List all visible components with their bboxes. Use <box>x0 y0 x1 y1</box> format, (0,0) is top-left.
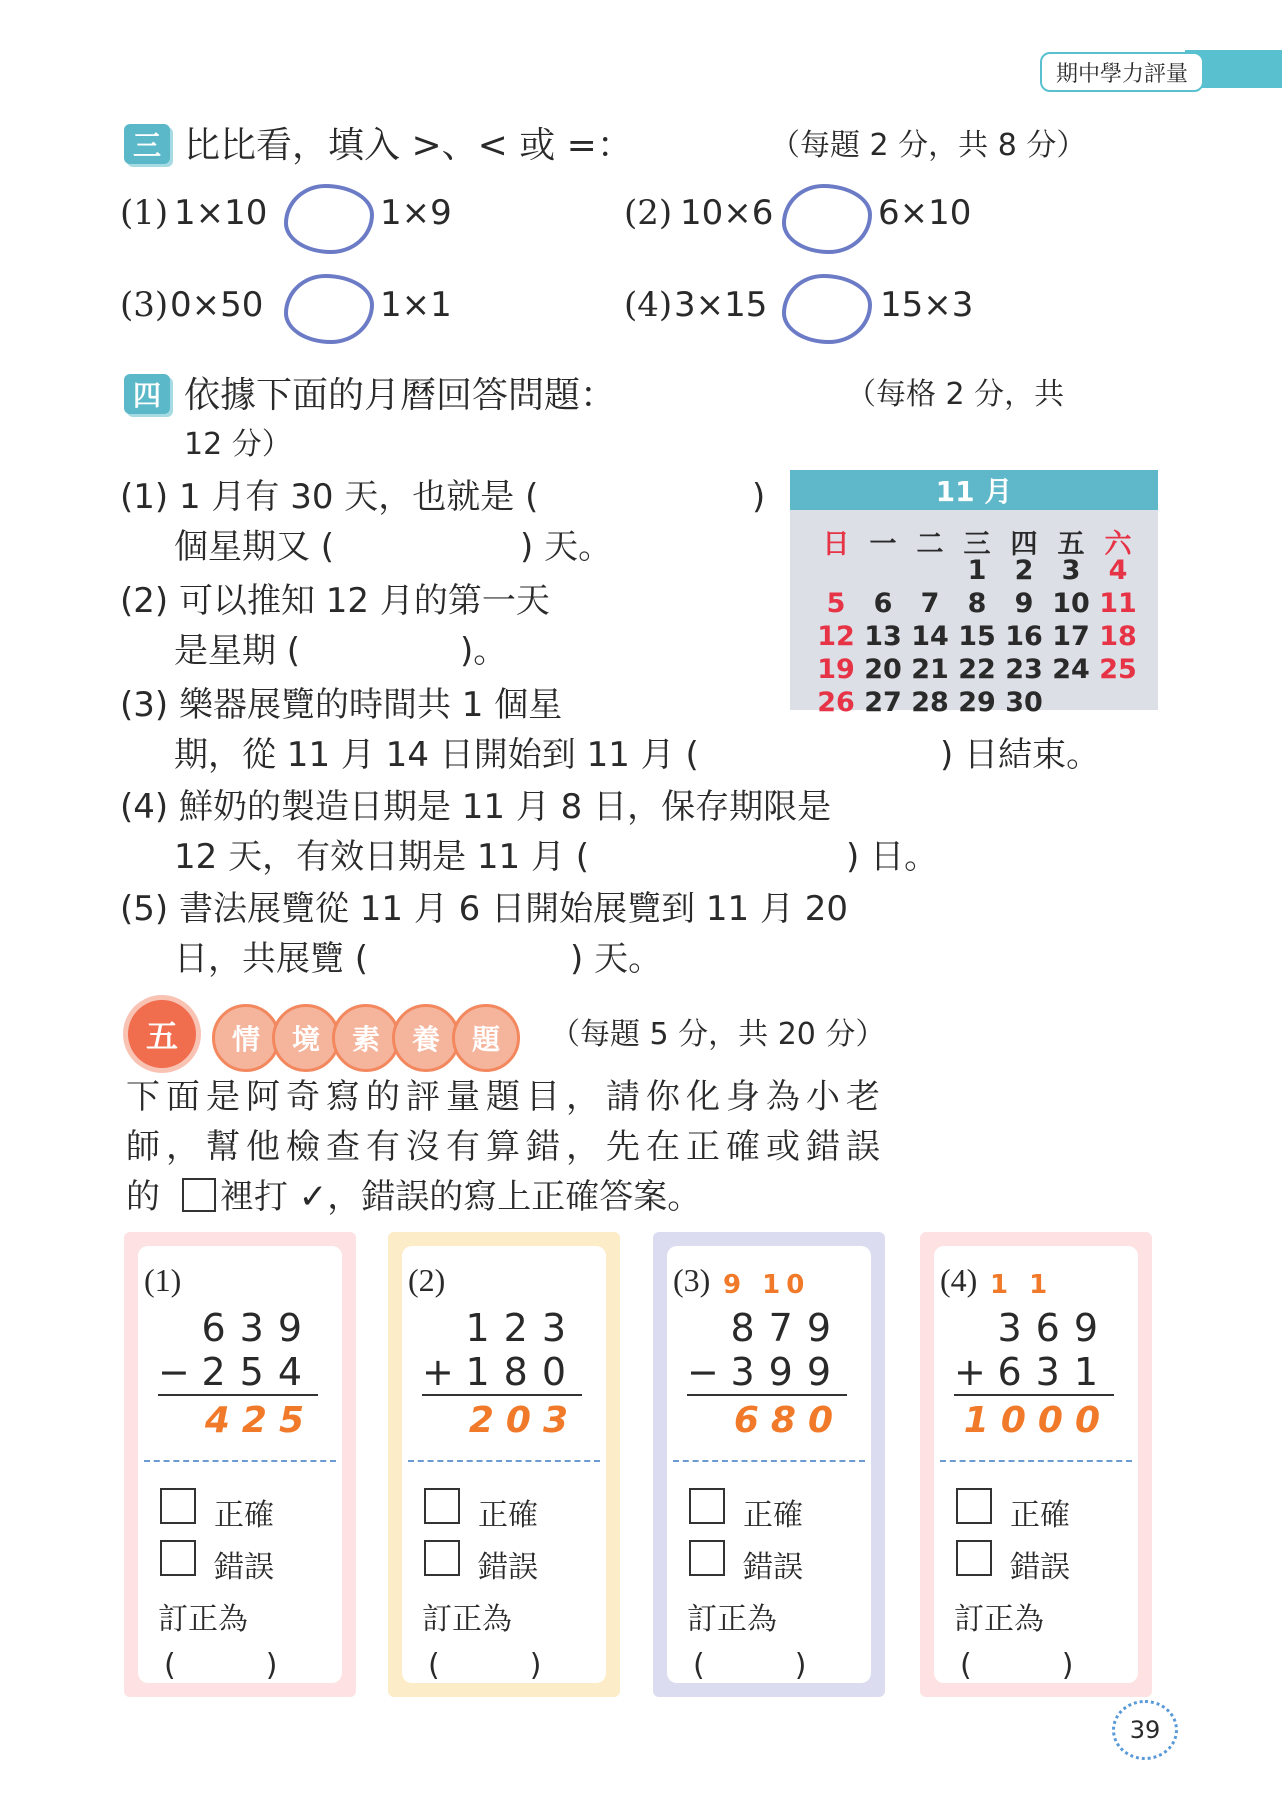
item-number: (1) <box>120 193 169 233</box>
correct-checkbox[interactable] <box>689 1488 725 1524</box>
question-3-line-1: (3) 樂器展覽的時間共 1 個星 <box>120 685 563 725</box>
tag-char-1: 情 <box>212 1004 280 1072</box>
answer-blob[interactable] <box>782 274 872 344</box>
calendar-day: 11 <box>1099 588 1137 619</box>
calendar-day: 16 <box>1005 621 1043 652</box>
wrong-checkbox[interactable] <box>160 1540 196 1576</box>
question-card-3 <box>653 1232 885 1697</box>
revise-label: 訂正為 <box>954 1602 1044 1637</box>
section-4-instruction: 依據下面的月曆回答問題： <box>184 375 617 416</box>
calendar-day: 12 <box>817 621 855 652</box>
correct-checkbox[interactable] <box>160 1488 196 1524</box>
divider <box>144 1460 336 1462</box>
carry-marks: 9 10 <box>723 1270 811 1300</box>
calendar-day: 23 <box>1005 654 1043 685</box>
question-3-line-2-end: ) 日結束。 <box>940 735 1101 775</box>
sum-line <box>422 1394 582 1396</box>
carry-marks: 1 1 <box>990 1270 1054 1300</box>
calendar <box>790 470 1158 718</box>
section-5-text-line-2: 師，幫他檢查有沒有算錯，先在正確或錯誤 <box>126 1127 886 1167</box>
section-5-text-line-3: 的 <box>126 1177 160 1217</box>
operator: − <box>687 1350 733 1394</box>
page-number: 39 <box>1112 1700 1178 1760</box>
wrong-checkbox[interactable] <box>956 1540 992 1576</box>
revise-label: 訂正為 <box>422 1602 512 1637</box>
card-body <box>667 1246 871 1683</box>
bottom-number: 399 <box>730 1350 845 1394</box>
question-1-line-2: 個星期又 ( <box>174 527 335 567</box>
revise-answer-blank[interactable]: ( ) <box>428 1648 542 1683</box>
sum-line <box>687 1394 847 1396</box>
right-expression: 1×9 <box>380 193 452 233</box>
bottom-number: 254 <box>201 1350 316 1394</box>
divider <box>940 1460 1132 1462</box>
sum-line <box>158 1394 318 1396</box>
calendar-day: 1 <box>967 555 987 586</box>
revise-answer-blank[interactable]: ( ) <box>693 1648 807 1683</box>
question-4-line-2: 12 天，有效日期是 11 月 ( <box>174 837 590 877</box>
calendar-day: 30 <box>1005 687 1043 718</box>
question-4-line-1: (4) 鮮奶的製造日期是 11 月 8 日，保存期限是 <box>120 787 832 827</box>
right-expression: 15×3 <box>880 285 974 325</box>
calendar-day: 5 <box>826 588 846 619</box>
student-answer: 203 <box>468 1400 580 1441</box>
calendar-day: 27 <box>864 687 902 718</box>
question-2-line-2: 是星期 ( <box>174 631 301 671</box>
question-1-line-2-end: ) 天。 <box>520 527 613 567</box>
student-answer: 1000 <box>963 1400 1112 1441</box>
left-expression: 1×10 <box>174 193 268 233</box>
revise-label: 訂正為 <box>158 1602 248 1637</box>
section-3-points: （每題 2 分，共 8 分） <box>770 128 1087 163</box>
calendar-day: 13 <box>864 621 902 652</box>
correct-label: 正確 <box>214 1498 274 1533</box>
calendar-weekday: 二 <box>916 529 944 560</box>
calendar-day: 2 <box>1014 555 1034 586</box>
revise-answer-blank[interactable]: ( ) <box>960 1648 1074 1683</box>
checkbox-symbol <box>182 1178 216 1212</box>
question-2-line-1: (2) 可以推知 12 月的第一天 <box>120 581 550 621</box>
calendar-day: 8 <box>967 588 987 619</box>
calendar-day: 9 <box>1014 588 1034 619</box>
calendar-day: 24 <box>1052 654 1090 685</box>
card-body <box>402 1246 606 1683</box>
section-4-badge: 四 <box>124 374 170 414</box>
sum-line <box>954 1394 1114 1396</box>
section-4-points: （每格 2 分，共 <box>846 377 1065 412</box>
correct-label: 正確 <box>1010 1498 1070 1533</box>
left-expression: 3×15 <box>674 285 768 325</box>
card-body <box>934 1246 1138 1683</box>
calendar-day: 10 <box>1052 588 1090 619</box>
calendar-weekday: 日 <box>822 529 850 560</box>
section-3-badge: 三 <box>124 124 170 164</box>
wrong-label: 錯誤 <box>1010 1550 1070 1585</box>
calendar-weekday: 四 <box>1010 529 1038 560</box>
bottom-number: 180 <box>465 1350 580 1394</box>
header-tab: 期中學力評量 <box>1040 52 1204 92</box>
answer-blob[interactable] <box>284 274 374 344</box>
revise-label: 訂正為 <box>687 1602 777 1637</box>
operator: − <box>158 1350 204 1394</box>
card-number: (1) <box>144 1262 182 1298</box>
wrong-label: 錯誤 <box>478 1550 538 1585</box>
card-body <box>138 1246 342 1683</box>
answer-blob[interactable] <box>782 184 872 254</box>
calendar-day: 4 <box>1108 555 1128 586</box>
card-number: (3) <box>673 1262 711 1298</box>
question-5-line-2: 日，共展覽 ( <box>174 939 369 979</box>
top-number: 123 <box>465 1306 580 1350</box>
left-expression: 0×50 <box>170 285 264 325</box>
wrong-checkbox[interactable] <box>689 1540 725 1576</box>
question-1-paren-close: ) <box>752 477 766 517</box>
question-4-line-2-end: ) 日。 <box>846 837 939 877</box>
left-expression: 10×6 <box>680 193 774 233</box>
calendar-day: 22 <box>958 654 996 685</box>
section-5-text-line-3-end: 裡打 ✓，錯誤的寫上正確答案。 <box>220 1177 702 1217</box>
question-card-2 <box>388 1232 620 1697</box>
top-number: 369 <box>997 1306 1112 1350</box>
calendar-day: 25 <box>1099 654 1137 685</box>
calendar-weekday: 六 <box>1104 529 1132 560</box>
calendar-day: 17 <box>1052 621 1090 652</box>
correct-label: 正確 <box>478 1498 538 1533</box>
calendar-day: 19 <box>817 654 855 685</box>
calendar-day: 20 <box>864 654 902 685</box>
section-3-instruction: 比比看，填入 >、< 或 =： <box>184 125 633 166</box>
card-number: (4) <box>940 1262 978 1298</box>
item-number: (2) <box>624 193 673 233</box>
tag-char-2: 境 <box>272 1004 340 1072</box>
tag-char-3: 素 <box>332 1004 400 1072</box>
bottom-number: 631 <box>997 1350 1112 1394</box>
student-answer: 680 <box>733 1400 845 1441</box>
calendar-day: 29 <box>958 687 996 718</box>
correct-label: 正確 <box>743 1498 803 1533</box>
question-2-line-2-end: )。 <box>460 631 508 671</box>
question-1-line-1: (1) 1 月有 30 天，也就是 ( <box>120 477 539 517</box>
student-answer: 425 <box>204 1400 316 1441</box>
calendar-weekday: 五 <box>1057 529 1085 560</box>
calendar-day: 26 <box>817 687 855 718</box>
top-number: 879 <box>730 1306 845 1350</box>
revise-answer-blank[interactable]: ( ) <box>164 1648 278 1683</box>
calendar-day: 15 <box>958 621 996 652</box>
section-5-badge: 五 <box>128 1000 196 1068</box>
calendar-day: 21 <box>911 654 949 685</box>
calendar-title: 11 月 <box>790 470 1158 510</box>
calendar-day: 28 <box>911 687 949 718</box>
calendar-day: 18 <box>1099 621 1137 652</box>
wrong-label: 錯誤 <box>743 1550 803 1585</box>
calendar-weekday: 三 <box>963 529 991 560</box>
item-number: (4) <box>624 285 673 325</box>
tag-char-4: 養 <box>392 1004 460 1072</box>
answer-blob[interactable] <box>284 184 374 254</box>
operator: + <box>954 1350 1000 1394</box>
calendar-weekday: 一 <box>869 529 897 560</box>
tag-char-5: 題 <box>452 1004 520 1072</box>
item-number: (3) <box>120 285 169 325</box>
question-5-line-1: (5) 書法展覽從 11 月 6 日開始展覽到 11 月 20 <box>120 889 849 929</box>
calendar-day: 6 <box>873 588 893 619</box>
calendar-day: 7 <box>920 588 940 619</box>
section-5-points: （每題 5 分，共 20 分） <box>550 1017 886 1052</box>
correct-checkbox[interactable] <box>956 1488 992 1524</box>
section-4-points-cont: 12 分） <box>184 427 292 462</box>
correct-checkbox[interactable] <box>424 1488 460 1524</box>
wrong-label: 錯誤 <box>214 1550 274 1585</box>
right-expression: 6×10 <box>878 193 972 233</box>
question-5-line-2-end: ) 天。 <box>570 939 663 979</box>
divider <box>673 1460 865 1462</box>
section-5-text-line-1: 下面是阿奇寫的評量題目，請你化身為小老 <box>126 1077 886 1117</box>
card-number: (2) <box>408 1262 446 1298</box>
right-expression: 1×1 <box>380 285 452 325</box>
top-number: 639 <box>201 1306 316 1350</box>
operator: + <box>422 1350 468 1394</box>
question-3-line-2: 期，從 11 月 14 日開始到 11 月 ( <box>174 735 699 775</box>
divider <box>408 1460 600 1462</box>
wrong-checkbox[interactable] <box>424 1540 460 1576</box>
question-card-4 <box>920 1232 1152 1697</box>
question-card-1 <box>124 1232 356 1697</box>
calendar-day: 14 <box>911 621 949 652</box>
calendar-day: 3 <box>1061 555 1081 586</box>
